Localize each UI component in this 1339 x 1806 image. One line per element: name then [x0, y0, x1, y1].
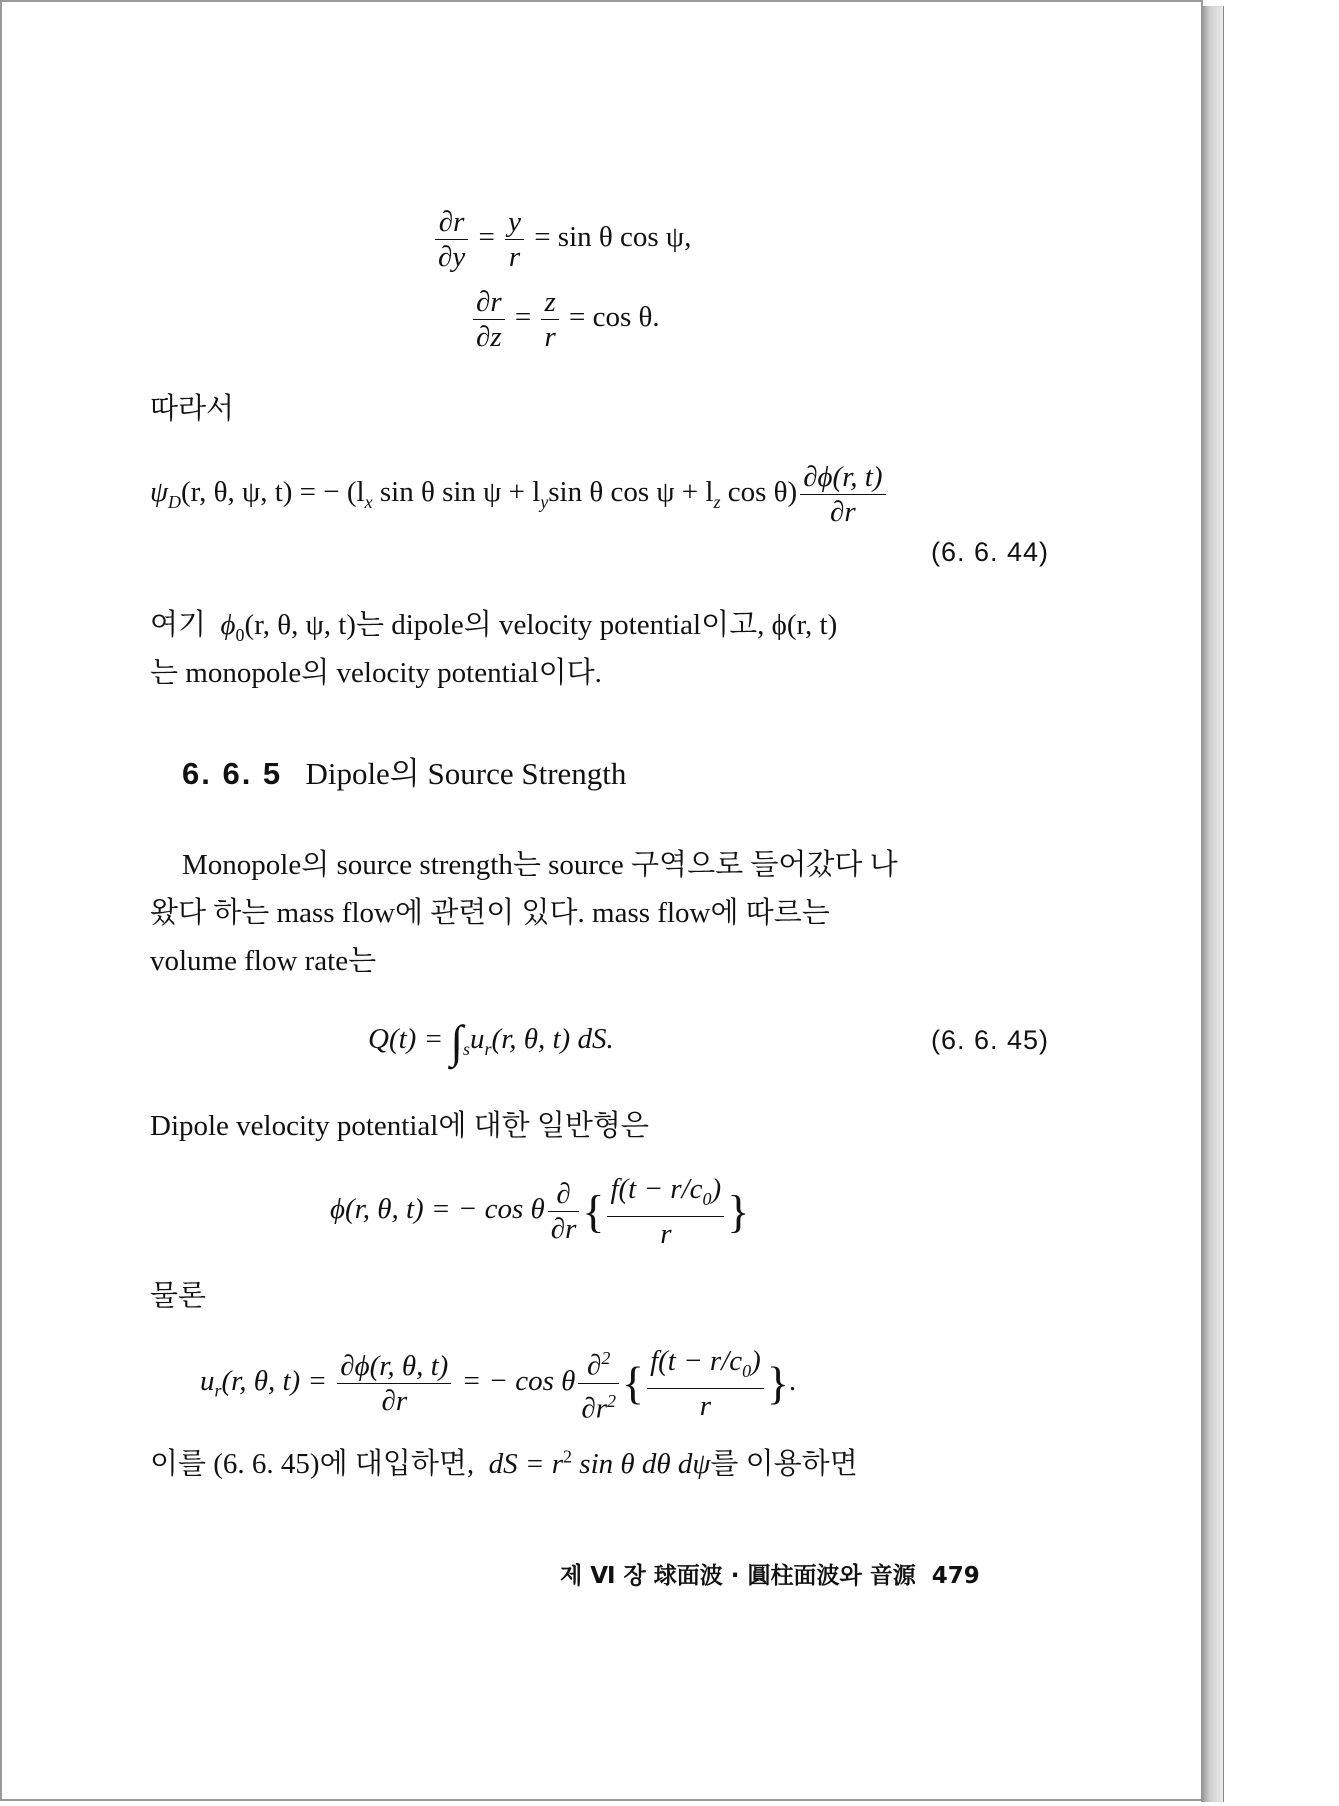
equation-number-6-6-44: (6. 6. 44): [931, 537, 1050, 567]
paragraph-dipole: Dipole velocity potential에 대한 일반형은: [150, 1110, 649, 1142]
equation-number-6-6-45: (6. 6. 45): [931, 1025, 1050, 1055]
equation-ur: $u_r(r$, θ, t) = $\frac{\partial\phi(r, \theta, t)}{\partial r}$ = − cos θ $\frac{\partial^2}{\partial r^2}$ { $\frac{f(t - r/c_0)}{r}$ }.: [200, 1341, 796, 1425]
page-footer: 제 Ⅵ 장 球面波 · 圓柱面波와 音源 479: [560, 1563, 980, 1589]
paragraph-of-course: 물론: [150, 1280, 207, 1312]
paragraph-monopole-line-1: Monopole의 source strength는 source 구역으로 들어갔다 나: [182, 849, 898, 881]
paragraph-here-line-2: 는 monopole의 velocity potential이다.: [150, 657, 602, 689]
equation-6-6-45: $Q(t) = \int_su_r(r$, θ, t) dS.: [368, 1016, 614, 1067]
paragraph-monopole-line-2: 왔다 하는 mass flow에 관련이 있다. mass flow에 따르는: [150, 897, 830, 929]
equation-6-6-44: $\psi_D(r$, θ, ψ, t) = − ($l_x$ sin θ $\sin \psi + l_y\sin$ θ $\cos \psi + l_z$ cos θ) $\frac{\partial\phi(r, t)}{\partial r}$: [150, 460, 889, 529]
equation-dr-dy: $\frac{\partial r}{\partial y}$ = $\frac{y}{r}$ = sin θ cos ψ,: [432, 205, 691, 274]
paragraph-substitute: 이를 (6. 6. 45)에 대입하면, dS = $r^2$ sin θ dθ dψ를 이용하면: [150, 1446, 858, 1480]
paragraph-therefore: 따라서: [150, 393, 235, 425]
equation-dr-dz: $\frac{\partial r}{\partial z}$ = $\frac{z}{r}$ = cos θ.: [470, 285, 660, 354]
page-edge: [1201, 6, 1224, 1802]
paragraph-here-line-1: 여기 $\phi_0(r$, θ, ψ, t)는 dipole의 velocity potential이고, ϕ(r, t): [150, 609, 838, 645]
paragraph-monopole-line-3: volume flow rate는: [150, 945, 377, 977]
equation-phi: ϕ(r, θ, t) = − cos θ $\frac{\partial}{\partial r}$ { $\frac{f(t - r/c_0)}{r}$ }: [330, 1173, 750, 1250]
page-number: 479: [931, 1563, 980, 1589]
section-heading: 6. 6. 5 Dipole의 Source Strength: [182, 756, 627, 791]
